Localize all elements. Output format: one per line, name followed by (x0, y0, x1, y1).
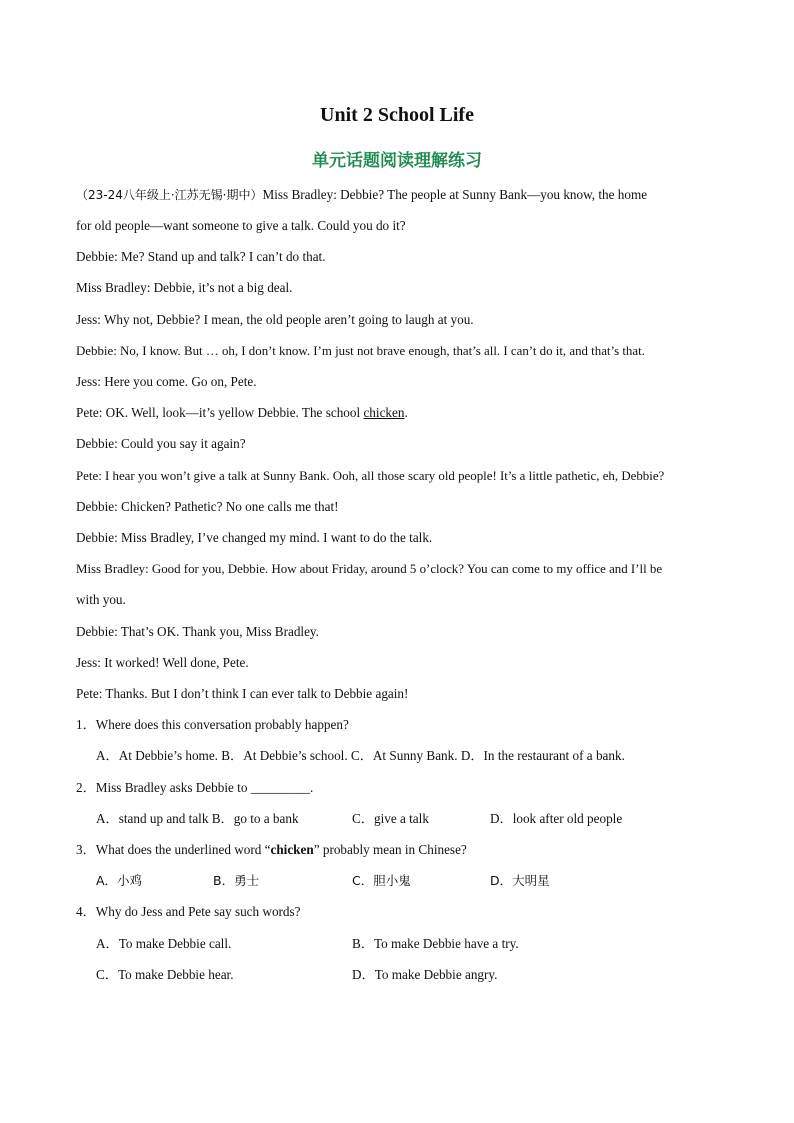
page-title: Unit 2 School Life (320, 104, 474, 126)
question-2-option-a-b: A．stand up and talk B．go to a bank (96, 811, 299, 826)
passage-line-8-b: . (404, 405, 408, 420)
passage-line-9: Debbie: Could you say it again? (76, 436, 246, 451)
passage-line-3: Debbie: Me? Stand up and talk? I can’t do that. (76, 249, 326, 264)
question-4-option-d: D．To make Debbie angry. (352, 967, 498, 982)
passage-line-13: Miss Bradley: Good for you, Debbie. How about Friday, around 5 o’clock? You can come to my office and I’ll be (76, 562, 663, 576)
question-3-option-c: C．胆小鬼 (352, 873, 411, 888)
page-subtitle: 单元话题阅读理解练习 (312, 151, 482, 171)
question-1-options: A．At Debbie’s home. B．At Debbie’s school. C．At Sunny Bank. D．In the restaurant of a bank. (96, 748, 625, 763)
question-1-stem: 1．Where does this conversation probably happen? (76, 717, 349, 732)
passage-line-17: Pete: Thanks. But I don’t think I can ever talk to Debbie again! (76, 686, 409, 701)
passage-line-12: Debbie: Miss Bradley, I’ve changed my mind. I want to do the talk. (76, 530, 433, 545)
passage-line-2: for old people—want someone to give a talk. Could you do it? (76, 218, 406, 233)
question-3-option-d: D．大明星 (490, 873, 550, 888)
underlined-word: chicken (363, 405, 405, 420)
question-3-option-a: A．小鸡 (96, 873, 143, 888)
question-4-stem: 4．Why do Jess and Pete say such words? (76, 904, 301, 919)
question-2-stem: 2．Miss Bradley asks Debbie to _________. (76, 780, 314, 795)
passage-line-4: Miss Bradley: Debbie, it’s not a big deal. (76, 280, 293, 295)
passage-line-7: Jess: Here you come. Go on, Pete. (76, 374, 257, 389)
passage-line-5: Jess: Why not, Debbie? I mean, the old people aren’t going to laugh at you. (76, 312, 474, 327)
question-3-stem-a: 3．What does the underlined word “ (76, 842, 271, 857)
passage-line-16: Jess: It worked! Well done, Pete. (76, 655, 249, 670)
passage-line-1 (76, 186, 647, 204)
passage-line-8-a: Pete: OK. Well, look—it’s yellow Debbie. The school (76, 405, 364, 420)
passage-line-6: Debbie: No, I know. But … oh, I don’t know. I’m just not brave enough, that’s all. I can’t do it, and that’s that. (76, 344, 645, 358)
question-4-option-a: A．To make Debbie call. (96, 936, 232, 951)
question-4-option-c: C．To make Debbie hear. (96, 967, 234, 982)
question-3-keyword: chicken (270, 842, 314, 857)
passage-line-1-text: Miss Bradley: Debbie? The people at Sunny Bank—you know, the home (262, 187, 648, 202)
question-2-option-c: C．give a talk (352, 811, 429, 826)
source-tag: （23-24八年级上·江苏无锡·期中） (76, 188, 263, 202)
question-3-stem (76, 841, 467, 859)
passage-line-15: Debbie: That’s OK. Thank you, Miss Bradley. (76, 624, 319, 639)
question-3-stem-b: ” probably mean in Chinese? (313, 842, 467, 857)
passage-line-11: Debbie: Chicken? Pathetic? No one calls me that! (76, 499, 339, 514)
question-4-option-b: B．To make Debbie have a try. (352, 936, 519, 951)
passage-line-8 (76, 404, 408, 422)
question-2-option-d: D．look after old people (490, 811, 623, 826)
question-3-option-b: B．勇士 (213, 873, 260, 888)
passage-line-10: Pete: I hear you won’t give a talk at Sunny Bank. Ooh, all those scary old people! It’s a little pathetic, eh, Debbie? (76, 469, 665, 483)
passage-line-14: with you. (76, 592, 126, 607)
